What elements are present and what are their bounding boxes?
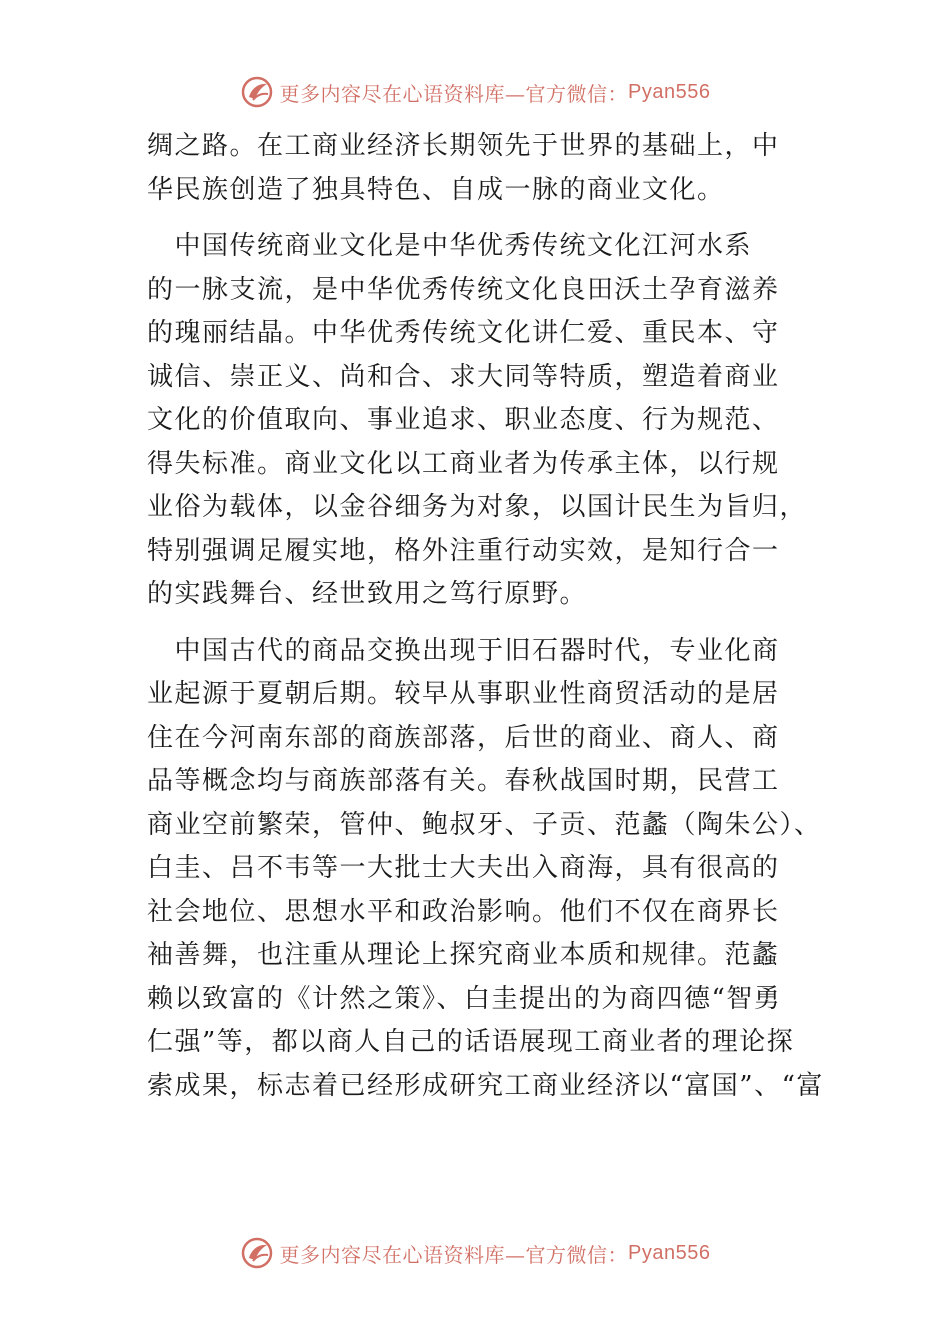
text-line: 诚信、崇正义、尚和合、求大同等特质，塑造着商业 <box>147 361 780 392</box>
text-line: 商业空前繁荣，管仲、鲍叔牙、子贡、范蠡（陶朱公）、 <box>147 809 822 840</box>
paragraph-2 <box>147 225 810 617</box>
text-line: 袖善舞，也注重从理论上探究商业本质和规律。范蠡 <box>147 940 780 970</box>
text-line: 中国古代的商品交换出现于旧石器时代，专业化商 <box>147 635 780 666</box>
text-line: 特别强调足履实地，格外注重行动实效，是知行合一 <box>147 535 780 566</box>
brand-logo-icon <box>240 1236 274 1270</box>
text-line: 社会地位、思想水平和政治影响。他们不仅在商界长 <box>147 896 780 927</box>
text-line: 品等概念均与商族部落有关。春秋战国时期，民营工 <box>147 766 780 796</box>
text-line: 白圭、吕不韦等一大批士大夫出入商海，具有很高的 <box>147 853 780 883</box>
text-line: 的一脉支流，是中华优秀传统文化良田沃土孕育滋养 <box>147 274 780 305</box>
text-line: 业起源于夏朝后期。较早从事职业性商贸活动的是居 <box>147 679 780 709</box>
watermark-footer <box>0 1233 950 1273</box>
watermark-text: 更多内容尽在心语资料库—官方微信： <box>279 1242 629 1267</box>
brand-logo-icon <box>240 75 274 109</box>
text-line: 住在今河南东部的商族部落，后世的商业、商人、商 <box>147 722 780 753</box>
text-line: 绸之路。在工商业经济长期领先于世界的基础上，中 <box>147 131 780 161</box>
watermark-text: 更多内容尽在心语资料库—官方微信： <box>279 81 629 106</box>
text-line: 索成果，标志着已经形成研究工商业经济以“富国”、“富 <box>147 1070 824 1101</box>
text-line: 华民族创造了独具特色、自成一脉的商业文化。 <box>147 174 725 205</box>
text-line: 仁强”等，都以商人自己的话语展现工商业者的理论探 <box>147 1027 795 1057</box>
paragraph-1 <box>147 125 810 212</box>
document-body <box>147 125 824 1108</box>
text-line: 的瑰丽结晶。中华优秀传统文化讲仁爱、重民本、守 <box>147 318 780 348</box>
watermark-wechat-id: Pyan556 <box>628 80 711 103</box>
text-line: 业俗为载体，以金谷细务为对象，以国计民生为旨归， <box>147 492 808 522</box>
paragraph-3 <box>147 630 824 1109</box>
text-line: 赖以致富的《计然之策》、白圭提出的为商四德“智勇 <box>147 983 782 1014</box>
text-line: 的实践舞台、经世致用之笃行原野。 <box>147 579 588 609</box>
text-line: 得失标准。商业文化以工商业者为传承主体，以行规 <box>147 448 780 479</box>
text-line: 文化的价值取向、事业追求、职业态度、行为规范、 <box>147 405 780 435</box>
text-line: 中国传统商业文化是中华优秀传统文化江河水系 <box>147 231 753 261</box>
watermark-header <box>0 72 950 112</box>
watermark-wechat-id: Pyan556 <box>628 1241 711 1264</box>
